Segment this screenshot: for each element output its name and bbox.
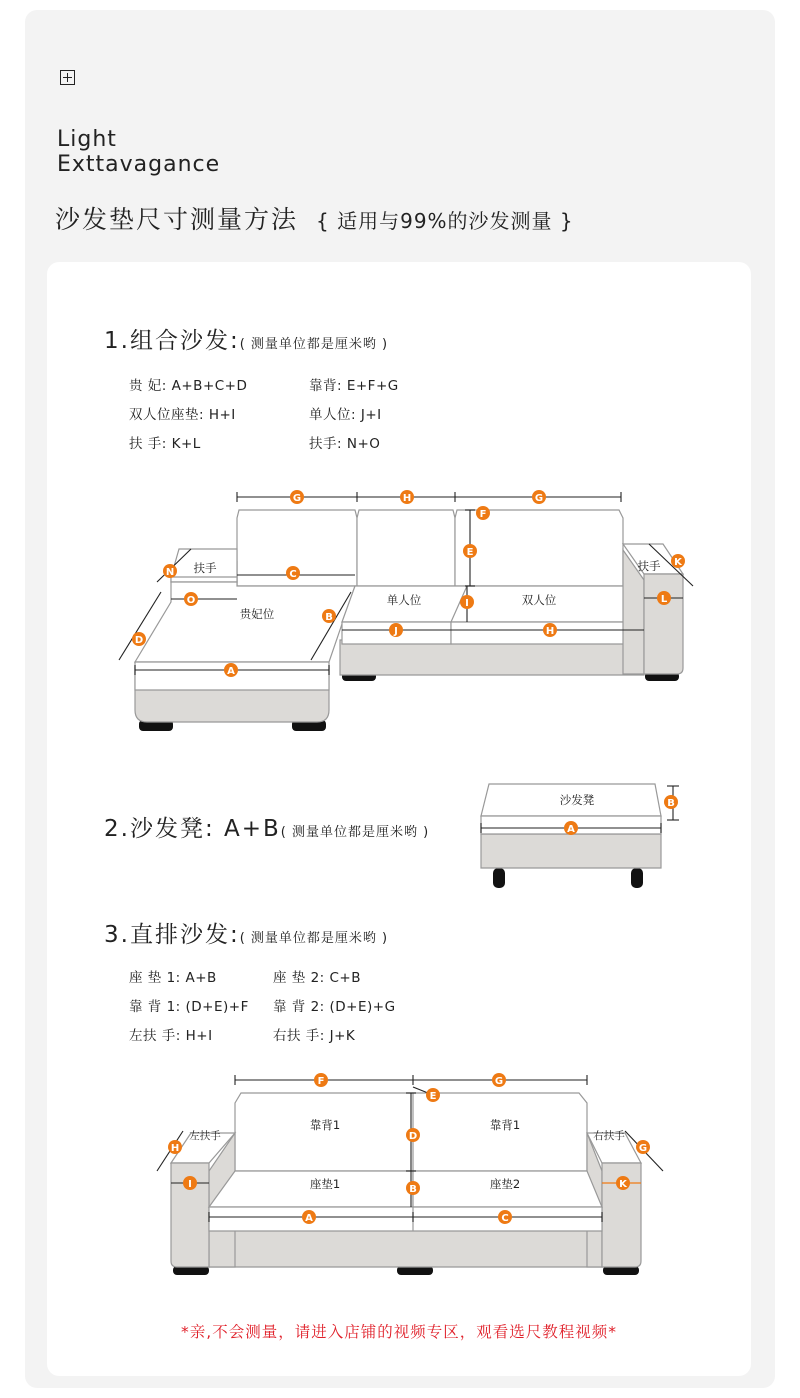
marker-k bbox=[616, 1176, 630, 1190]
svg-text:I: I bbox=[188, 1179, 192, 1190]
svg-text:I: I bbox=[465, 598, 469, 609]
marker-f bbox=[476, 506, 490, 520]
ottoman-base bbox=[481, 834, 661, 868]
page-title bbox=[55, 200, 574, 236]
section3-title bbox=[104, 916, 388, 949]
svg-text:E: E bbox=[429, 1091, 437, 1102]
footnote: *亲,不会测量，请进入店铺的视频专区，观看选尺教程视频* bbox=[181, 1323, 617, 1341]
sofa-base bbox=[340, 640, 644, 675]
section1-formula: 靠背: E+F+G bbox=[309, 378, 399, 394]
section2-title-text: 2.沙发凳: A+B bbox=[104, 816, 281, 842]
section1-formula: 双人位座垫: H+I bbox=[129, 407, 236, 423]
svg-text:H: H bbox=[545, 626, 555, 637]
section1-formula: 扶 手: K+L bbox=[129, 436, 201, 452]
left-arm-label: 左扶手 bbox=[189, 1130, 221, 1142]
svg-text:O: O bbox=[186, 595, 196, 606]
left-arm-label: 扶手 bbox=[193, 561, 217, 575]
ottoman-leg bbox=[493, 868, 505, 888]
marker-d bbox=[406, 1128, 420, 1142]
section2-note: ( 测量单位都是厘米哟 ) bbox=[280, 825, 430, 840]
section1-note: ( 测量单位都是厘米哟 ) bbox=[239, 337, 389, 352]
marker-g-top bbox=[492, 1073, 506, 1087]
svg-text:F: F bbox=[317, 1076, 325, 1087]
marker-b bbox=[322, 609, 336, 623]
marker-j bbox=[389, 623, 403, 637]
svg-text:D: D bbox=[408, 1131, 418, 1142]
single-seat-label: 单人位 bbox=[386, 593, 422, 607]
svg-text:A: A bbox=[227, 666, 235, 677]
ottoman-diagram bbox=[467, 776, 687, 896]
right-arm-label: 扶手 bbox=[637, 559, 661, 573]
brand-line-2: Exttavagance bbox=[57, 152, 221, 177]
marker-e bbox=[463, 544, 477, 558]
marker-g-right bbox=[636, 1140, 650, 1154]
section3-note: ( 测量单位都是厘米哟 ) bbox=[239, 931, 389, 946]
svg-text:D: D bbox=[134, 635, 144, 646]
marker-f bbox=[314, 1073, 328, 1087]
svg-text:B: B bbox=[667, 798, 675, 809]
section3-formula: 左扶 手: H+I bbox=[129, 1028, 213, 1044]
section3-formula: 右扶 手: J+K bbox=[273, 1028, 356, 1044]
section1-formula: 扶手: N+O bbox=[309, 436, 381, 452]
svg-text:G: G bbox=[534, 493, 544, 504]
sectional-sofa-diagram bbox=[47, 482, 751, 762]
svg-text:B: B bbox=[409, 1184, 417, 1195]
marker-a bbox=[224, 663, 238, 677]
chaise-label: 贵妃位 bbox=[239, 607, 275, 621]
svg-text:G: G bbox=[292, 493, 302, 504]
svg-text:A: A bbox=[305, 1213, 313, 1224]
svg-text:C: C bbox=[289, 569, 297, 580]
svg-text:G: G bbox=[638, 1143, 648, 1154]
brand-line-1: Light bbox=[57, 127, 117, 152]
marker-i bbox=[460, 595, 474, 609]
marker-b bbox=[406, 1181, 420, 1195]
svg-text:G: G bbox=[494, 1076, 504, 1087]
svg-text:F: F bbox=[479, 509, 487, 520]
right-arm-front bbox=[644, 574, 683, 674]
marker-n bbox=[163, 564, 177, 578]
section3-formula: 靠 背 2: (D+E)+G bbox=[273, 999, 396, 1015]
ottoman-marker-a bbox=[564, 821, 578, 835]
chaise-seat bbox=[135, 582, 355, 662]
seat1-label: 座垫1 bbox=[309, 1177, 341, 1191]
straight-sofa-diagram bbox=[47, 1067, 751, 1287]
section3-formula: 座 垫 2: C+B bbox=[273, 970, 362, 986]
marker-e bbox=[426, 1088, 440, 1102]
left-arm-front bbox=[171, 577, 237, 582]
svg-text:E: E bbox=[466, 547, 474, 558]
section3-formula: 座 垫 1: A+B bbox=[129, 970, 217, 986]
marker-h-seat bbox=[543, 623, 557, 637]
section3-title-text: 3.直排沙发: bbox=[104, 922, 240, 948]
marker-c bbox=[286, 566, 300, 580]
section1-formula: 贵 妃: A+B+C+D bbox=[129, 378, 248, 394]
back1-label: 靠背1 bbox=[309, 1118, 341, 1132]
backrest-right bbox=[455, 510, 623, 586]
svg-text:H: H bbox=[402, 493, 412, 504]
svg-text:L: L bbox=[660, 594, 668, 605]
marker-d bbox=[132, 632, 146, 646]
sofa-base bbox=[209, 1227, 602, 1267]
back2-label: 靠背1 bbox=[489, 1118, 521, 1132]
marker-i bbox=[183, 1176, 197, 1190]
section3-formula: 靠 背 1: (D+E)+F bbox=[129, 999, 249, 1015]
section1-formula: 单人位: J+I bbox=[309, 407, 382, 423]
seat2-label: 座垫2 bbox=[489, 1177, 521, 1191]
section1-title bbox=[104, 322, 388, 355]
section2-title bbox=[104, 810, 429, 843]
svg-text:A: A bbox=[567, 824, 575, 835]
marker-l bbox=[657, 591, 671, 605]
svg-text:K: K bbox=[619, 1179, 627, 1190]
svg-text:C: C bbox=[501, 1213, 509, 1224]
plus-icon bbox=[60, 70, 75, 85]
marker-g-left bbox=[290, 490, 304, 504]
ottoman-marker-b bbox=[664, 795, 678, 809]
svg-text:B: B bbox=[325, 612, 333, 623]
brand-logo bbox=[57, 127, 220, 177]
ottoman-label: 沙发凳 bbox=[559, 793, 595, 807]
backrest-middle bbox=[357, 510, 455, 586]
page-subtitle: { 适用与99%的沙发测量 } bbox=[316, 209, 574, 233]
svg-text:J: J bbox=[394, 626, 398, 637]
section1-title-text: 1.组合沙发: bbox=[104, 328, 240, 354]
double-seat-label: 双人位 bbox=[521, 593, 557, 607]
page-title-text: 沙发垫尺寸测量方法 bbox=[55, 205, 299, 234]
svg-text:H: H bbox=[170, 1143, 180, 1154]
marker-k bbox=[671, 554, 685, 568]
svg-text:K: K bbox=[674, 557, 682, 568]
seat-front bbox=[209, 1207, 602, 1231]
svg-text:N: N bbox=[165, 567, 175, 578]
content-card bbox=[47, 262, 751, 1376]
ottoman-leg bbox=[631, 868, 643, 888]
marker-h-top bbox=[400, 490, 414, 504]
marker-o bbox=[184, 592, 198, 606]
right-arm-label: 右扶手 bbox=[593, 1130, 625, 1142]
marker-a bbox=[302, 1210, 316, 1224]
marker-h bbox=[168, 1140, 182, 1154]
marker-g-right bbox=[532, 490, 546, 504]
marker-c bbox=[498, 1210, 512, 1224]
